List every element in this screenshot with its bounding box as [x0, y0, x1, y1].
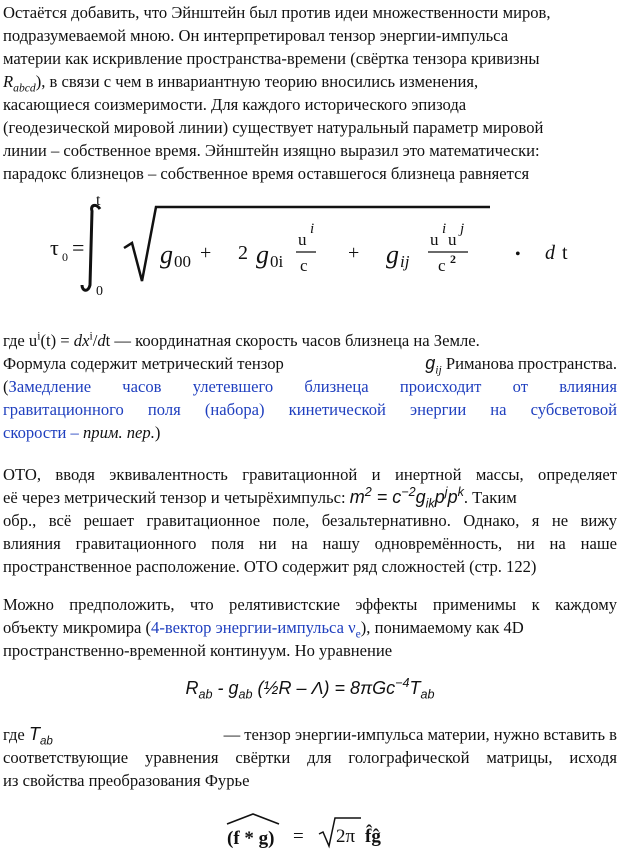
text-line: соответствующие уравнения свёртки для голографической матрицы, исходя: [3, 748, 617, 767]
text-line: Можно предположить, что релятивистские эффекты применимы к каждому: [3, 595, 617, 614]
convolution-formula: [225, 812, 395, 852]
u-superscript: i: [310, 221, 315, 237]
text-line: влияния гравитационного поля ни на нашу одновремённость, ни на наше: [3, 534, 617, 553]
sqrt-argument: 2π: [336, 826, 356, 847]
c-symbol: c: [300, 256, 308, 275]
paragraph-gr: [3, 463, 617, 578]
translator-note: Замедление часов улетевшего близнеца происходит от влияния: [8, 377, 617, 396]
integral-sign: [82, 205, 100, 290]
c-superscript: 2: [450, 252, 456, 266]
text-line: где $T_{ab}$ — тензор энергии-импульса материи, нужно вставить в: [3, 724, 617, 748]
tau-symbol: τ: [50, 235, 59, 260]
text-line: Остаётся добавить, что Эйнштейн был против идеи множественности миров,: [3, 3, 551, 22]
equals-sign: =: [72, 235, 85, 260]
u-symbol: u: [298, 230, 307, 249]
text-line: материи как искривление пространства-времени (свёртка тензора кривизны: [3, 49, 540, 68]
text-line: $R_{abcd}$), в связи с чем в инвариантную теорию вносились изменения,: [3, 72, 479, 95]
einstein-field-equation: $R_{ab} - g_{ab}$ (½R – $\Lambda) = 8\pi Gc^{-4}T_{ab}$: [185, 676, 435, 702]
gij-subscript: ij: [400, 252, 410, 271]
u-superscript: i: [442, 221, 447, 237]
text-line: линии – собственное время. Эйнштейн изящно выразил это математически:: [3, 141, 540, 160]
convolution-rhs: f̂ĝ: [365, 826, 381, 847]
integral-lower-limit: 0: [96, 284, 103, 298]
paragraph-micro: [3, 593, 617, 662]
d-symbol: d: [545, 242, 555, 264]
dot-operator: •: [515, 246, 521, 263]
convolution-lhs: (f * g): [227, 828, 275, 849]
text-line: обр., всё решает гравитационное поле, безальтернативно. Однако, я не вижу: [3, 511, 617, 530]
paragraph-intro: [3, 1, 617, 185]
c-symbol: c: [438, 256, 446, 275]
hat-accent: [227, 814, 279, 824]
paragraph-explanation: [3, 329, 617, 444]
integral-upper-limit: t: [96, 193, 101, 209]
translator-note: 4-вектор энергии-импульса $\nu_e$: [151, 618, 361, 641]
text-line: касающиеся соизмеримости. Для каждого исторического эпизода: [3, 95, 467, 114]
text-line: где $u^i(t) = dx^i/dt$ — координатная скорость часов близнеца на Земле.: [3, 329, 480, 350]
equals-sign: =: [293, 826, 304, 847]
g0i-symbol: g: [256, 240, 269, 269]
coefficient-two: 2: [238, 242, 248, 264]
text-line: подразумеваемой мною. Он интерпретировал тензор энергии-импульса: [3, 26, 509, 45]
text-line: из свойства преобразования Фурье: [3, 771, 250, 790]
u-symbol: u: [430, 230, 439, 249]
g00-symbol: g: [160, 240, 173, 269]
text-line: её через метрический тензор и четырёхимпульс: $m^2 = c^{-2}g_{ik}p^jp^k$. Таким: [3, 485, 517, 511]
plus-sign: +: [200, 242, 212, 264]
text-line: Формула содержит метрический тензор $g_{ij}$ Риманова пространства.: [3, 353, 617, 377]
u-superscript: j: [460, 221, 465, 237]
text-line: скорости – прим. пер.): [3, 423, 161, 442]
g00-subscript: 00: [174, 252, 191, 271]
text-line: парадокс близнецов – собственное время оставшегося близнеца равняется: [3, 164, 530, 183]
translator-note: гравитационного поля (набора) кинетической энергии на субсветовой: [3, 400, 617, 419]
text-line: объекту микромира (4-вектор энергии-импульса $\nu_e$), понимаемому как 4D: [3, 618, 524, 641]
text-line: пространственное расположение. ОТО содержит ряд сложностей (стр. 122): [3, 557, 537, 576]
g0i-subscript: 0i: [270, 252, 284, 271]
u-symbol: u: [448, 230, 457, 249]
t-symbol: t: [562, 242, 568, 264]
text-line: ( Замедление часов улетевшего близнеца происходит от влияния: [3, 377, 617, 396]
proper-time-formula: [50, 193, 590, 298]
gij-symbol: g: [386, 240, 399, 269]
text-line: ОТО, вводя эквивалентность гравитационной и инертной массы, определяет: [3, 465, 617, 484]
plus-sign: +: [348, 242, 360, 264]
text-line: (геодезической мировой линии) существует натуральный параметр мировой: [3, 118, 544, 137]
paragraph-tensor: [3, 723, 617, 792]
tau-subscript: 0: [62, 250, 68, 264]
text-line: пространственно-временной континуум. Но уравнение: [3, 641, 393, 660]
